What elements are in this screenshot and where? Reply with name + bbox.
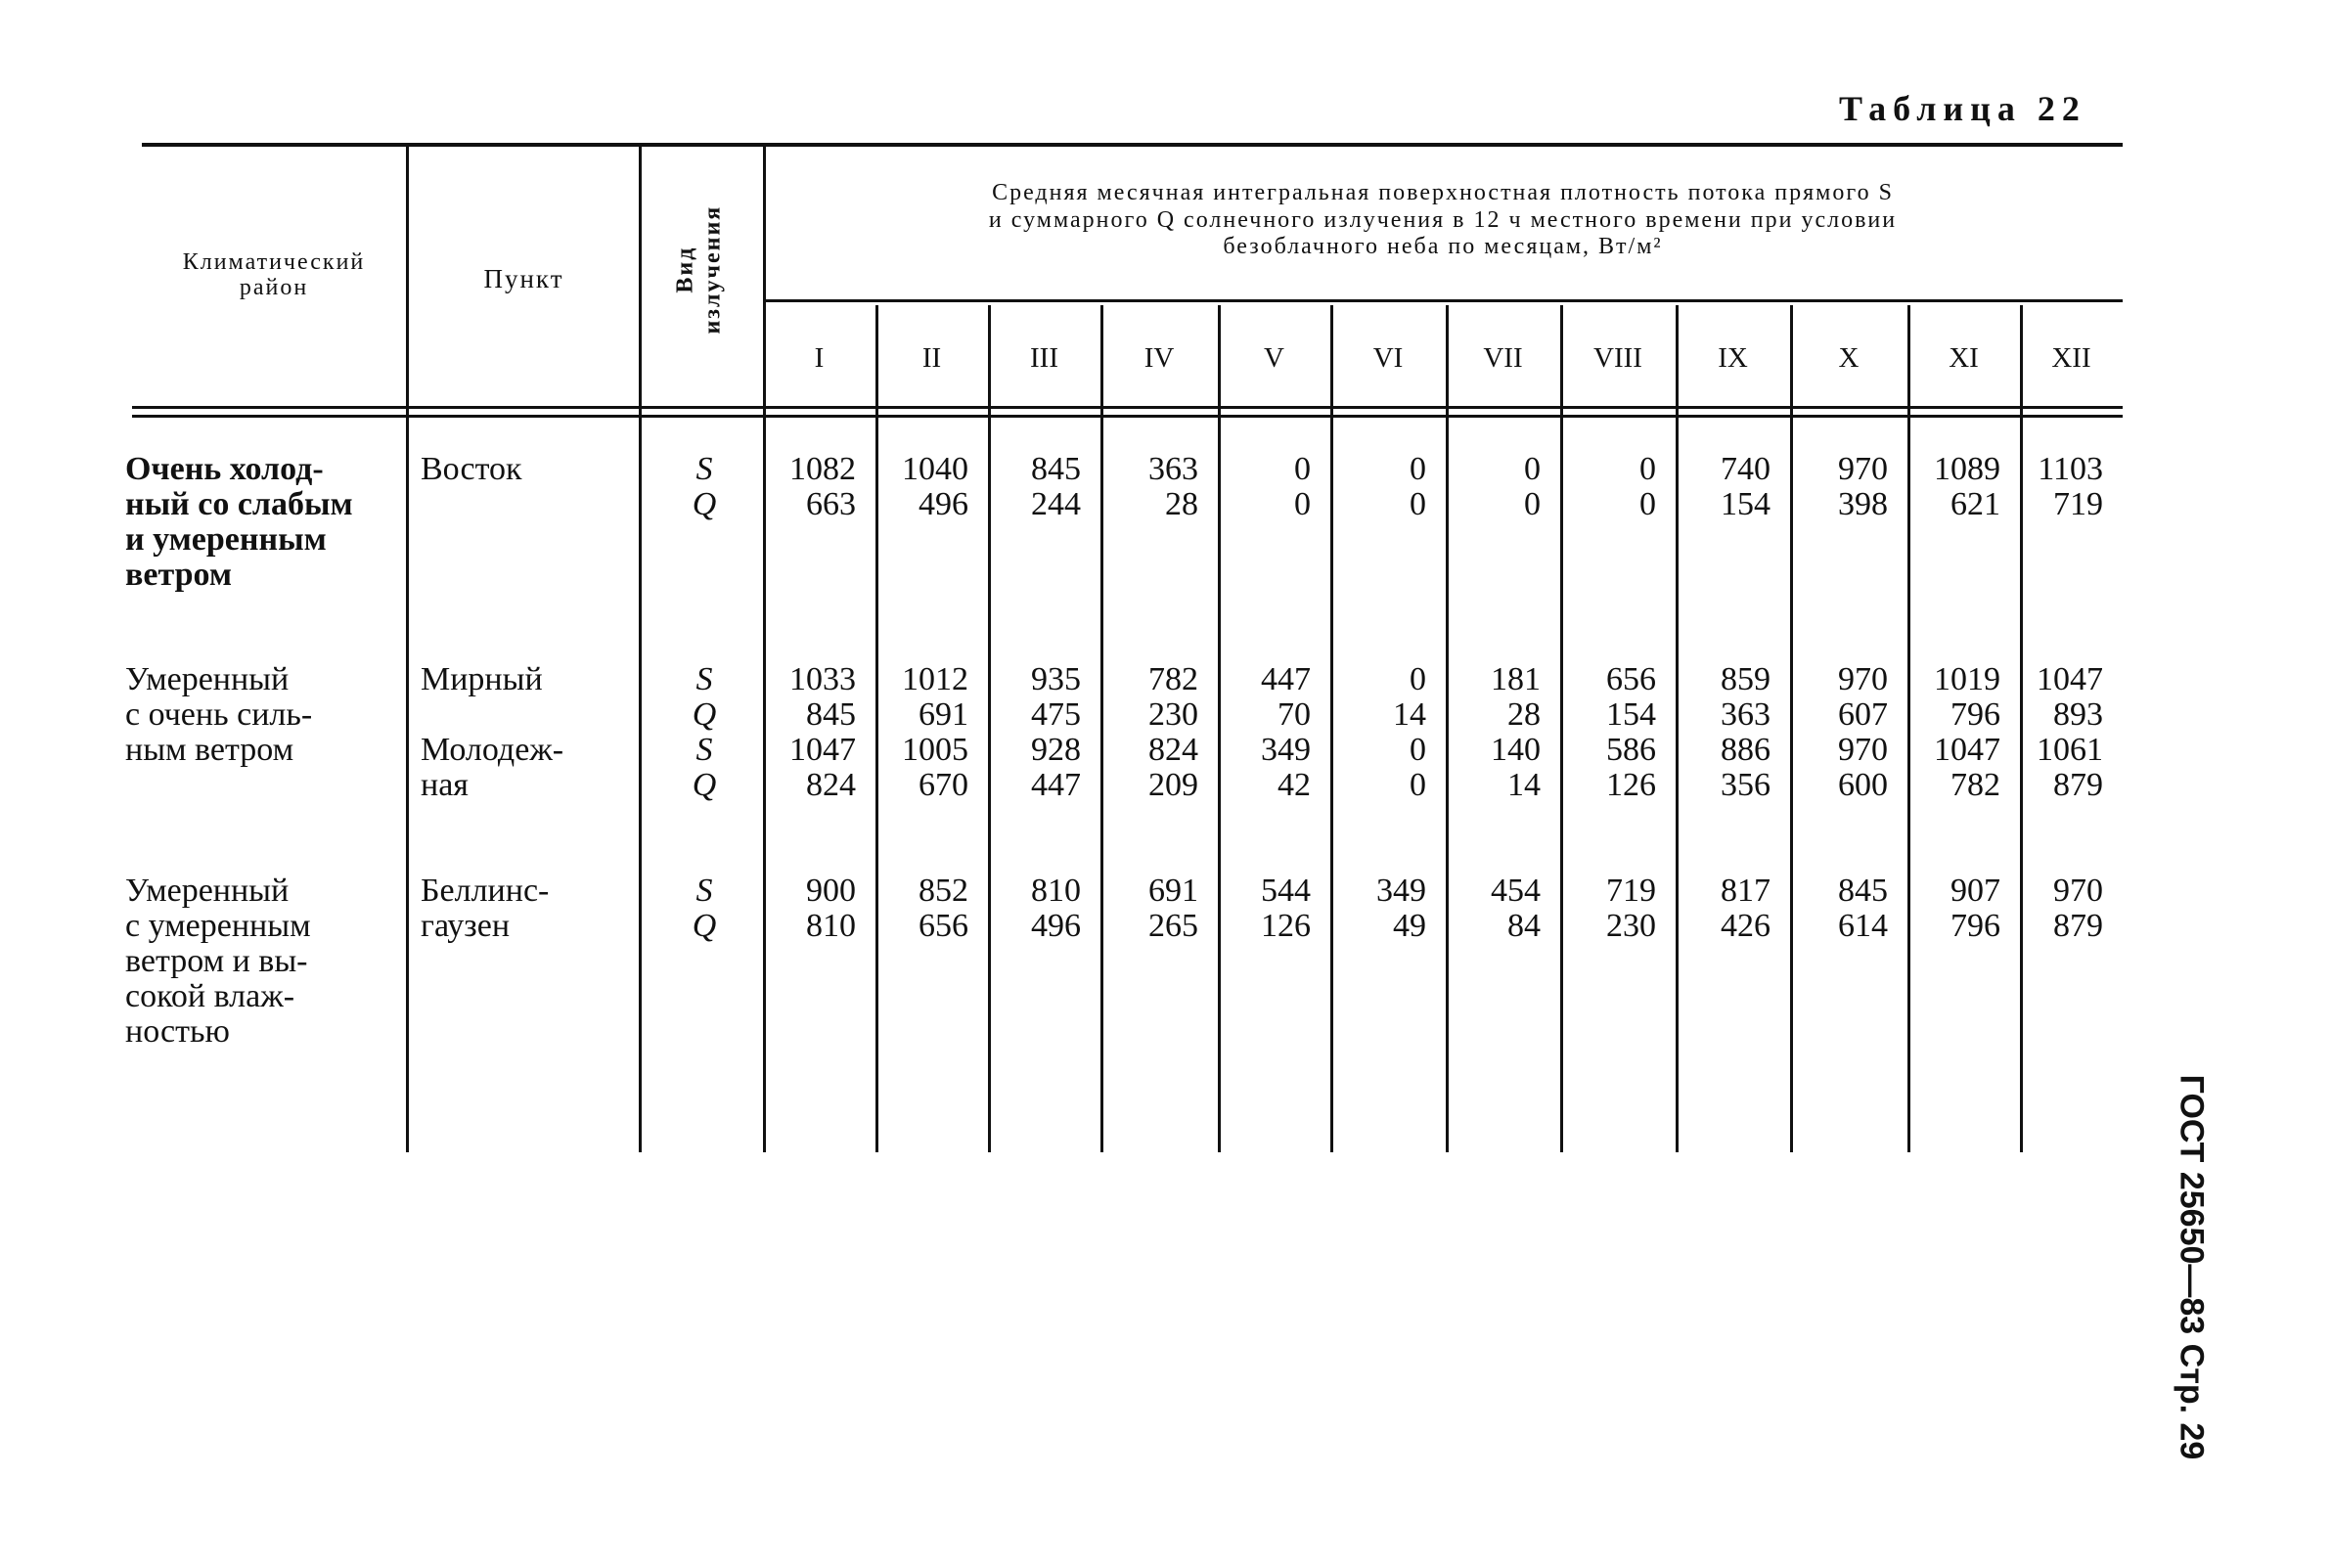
value-cell: 0 (1410, 486, 1426, 522)
value-cell: 154 (1606, 696, 1656, 733)
header-kind-cell (641, 145, 758, 394)
value-cell: 349 (1376, 873, 1426, 909)
value-cell: 154 (1721, 486, 1771, 522)
value-cell: 1047 (2037, 661, 2103, 697)
column-divider (763, 147, 766, 1152)
header-region: Климатический район (182, 249, 366, 301)
value-cell: 817 (1721, 873, 1771, 909)
value-cell: 265 (1148, 908, 1198, 944)
value-cell: 621 (1950, 486, 2000, 522)
header-description (773, 180, 2113, 261)
value-cell: 447 (1031, 767, 1081, 803)
value-cell: 1019 (1934, 661, 2000, 697)
value-cell: 879 (2053, 767, 2103, 803)
value-cell: 209 (1148, 767, 1198, 803)
value-cell: 1082 (789, 451, 856, 487)
value-cell: 845 (806, 696, 856, 733)
value-cell: 14 (1507, 767, 1541, 803)
value-cell: 824 (806, 767, 856, 803)
value-cell: 0 (1410, 451, 1426, 487)
value-cell: 1012 (902, 661, 968, 697)
value-cell: 893 (2053, 696, 2103, 733)
value-cell: 852 (919, 873, 968, 909)
value-cell: 810 (1031, 873, 1081, 909)
radiation-kind-cell: Q (692, 696, 717, 733)
value-cell: 0 (1639, 451, 1656, 487)
value-cell: 670 (919, 767, 968, 803)
value-cell: 126 (1606, 767, 1656, 803)
value-cell: 796 (1950, 908, 2000, 944)
value-cell: 810 (806, 908, 856, 944)
month-header: II (921, 342, 942, 374)
region-cell: Очень холод- ный со слабым и умеренным ветром (125, 451, 353, 593)
value-cell: 879 (2053, 908, 2103, 944)
value-cell: 544 (1261, 873, 1311, 909)
radiation-kind-cell: S (695, 661, 713, 697)
value-cell: 140 (1491, 732, 1541, 768)
value-cell: 1047 (789, 732, 856, 768)
value-cell: 0 (1524, 451, 1541, 487)
value-cell: 0 (1524, 486, 1541, 522)
value-cell: 14 (1393, 696, 1426, 733)
value-cell: 600 (1838, 767, 1888, 803)
value-cell: 49 (1393, 908, 1426, 944)
value-cell: 691 (919, 696, 968, 733)
region-cell: Умеренный с очень силь- ным ветром (125, 661, 313, 768)
station-cell: Мирный (421, 661, 543, 697)
column-divider (406, 147, 409, 1152)
value-cell: 900 (806, 873, 856, 909)
header-double-rule-top (132, 406, 2123, 409)
value-cell: 796 (1950, 696, 2000, 733)
value-cell: 244 (1031, 486, 1081, 522)
radiation-kind-cell: S (695, 451, 713, 487)
month-header: I (814, 342, 825, 374)
value-cell: 496 (1031, 908, 1081, 944)
value-cell: 907 (1950, 873, 2000, 909)
value-cell: 475 (1031, 696, 1081, 733)
month-header: XI (1949, 342, 1979, 374)
value-cell: 0 (1639, 486, 1656, 522)
value-cell: 824 (1148, 732, 1198, 768)
value-cell: 230 (1148, 696, 1198, 733)
station-cell: Восток (421, 451, 522, 487)
month-header: III (1030, 342, 1058, 374)
value-cell: 928 (1031, 732, 1081, 768)
month-header: VI (1372, 342, 1404, 374)
radiation-kind-cell: Q (692, 908, 717, 944)
value-cell: 0 (1410, 732, 1426, 768)
value-cell: 1005 (902, 732, 968, 768)
value-cell: 363 (1148, 451, 1198, 487)
header-kind: Вид излучения (672, 204, 726, 335)
value-cell: 1089 (1934, 451, 2000, 487)
value-cell: 0 (1410, 661, 1426, 697)
value-cell: 454 (1491, 873, 1541, 909)
value-cell: 0 (1410, 767, 1426, 803)
value-cell: 0 (1294, 486, 1311, 522)
value-cell: 1047 (1934, 732, 2000, 768)
radiation-kind-cell: Q (692, 767, 717, 803)
value-cell: 447 (1261, 661, 1311, 697)
table-title: Таблица 22 (1839, 89, 2086, 128)
value-cell: 398 (1838, 486, 1888, 522)
value-cell: 1103 (2038, 451, 2103, 487)
radiation-kind-cell: Q (692, 486, 717, 522)
value-cell: 363 (1721, 696, 1771, 733)
value-cell: 356 (1721, 767, 1771, 803)
value-cell: 1061 (2037, 732, 2103, 768)
value-cell: 691 (1148, 873, 1198, 909)
value-cell: 782 (1148, 661, 1198, 697)
month-header: VIII (1593, 342, 1642, 374)
value-cell: 1040 (902, 451, 968, 487)
value-cell: 935 (1031, 661, 1081, 697)
header-description-line1: Средняя месячная интегральная поверхностная плотность потока прямого S (992, 180, 1894, 205)
month-header: V (1264, 342, 1284, 374)
value-cell: 28 (1507, 696, 1541, 733)
region-cell: Умеренный с умеренным ветром и вы- сокой влаж- ностью (125, 873, 311, 1050)
value-cell: 970 (2053, 873, 2103, 909)
value-cell: 740 (1721, 451, 1771, 487)
month-header: IV (1143, 342, 1175, 374)
value-cell: 426 (1721, 908, 1771, 944)
value-cell: 859 (1721, 661, 1771, 697)
station-cell: Молодеж- ная (421, 732, 564, 803)
value-cell: 496 (919, 486, 968, 522)
value-cell: 719 (2053, 486, 2103, 522)
month-header: X (1838, 342, 1860, 374)
radiation-kind-cell: S (695, 873, 713, 909)
month-header: VII (1483, 342, 1523, 374)
month-header: IX (1718, 342, 1748, 374)
radiation-kind-cell: S (695, 732, 713, 768)
header-description-line2: и суммарного Q солнечного излучения в 12 ч местного времени при условии (988, 206, 1898, 233)
value-cell: 970 (1838, 451, 1888, 487)
value-cell: 845 (1031, 451, 1081, 487)
month-header-rule (763, 299, 2123, 302)
top-rule (142, 143, 2123, 147)
header-description-line3: безоблачного неба по месяцам, Вт/м² (1223, 234, 1663, 260)
value-cell: 230 (1606, 908, 1656, 944)
value-cell: 719 (1606, 873, 1656, 909)
side-label: ГОСТ 25650—83 Стр. 29 (2173, 1074, 2211, 1459)
value-cell: 886 (1721, 732, 1771, 768)
value-cell: 607 (1838, 696, 1888, 733)
value-cell: 1033 (789, 661, 856, 697)
month-header: XII (2051, 342, 2091, 374)
value-cell: 0 (1294, 451, 1311, 487)
value-cell: 663 (806, 486, 856, 522)
value-cell: 70 (1278, 696, 1311, 733)
value-cell: 181 (1491, 661, 1541, 697)
value-cell: 84 (1507, 908, 1541, 944)
value-cell: 970 (1838, 661, 1888, 697)
value-cell: 845 (1838, 873, 1888, 909)
value-cell: 28 (1165, 486, 1198, 522)
header-station: Пункт (483, 264, 564, 293)
header-double-rule-bottom (132, 415, 2123, 418)
value-cell: 656 (919, 908, 968, 944)
value-cell: 126 (1261, 908, 1311, 944)
value-cell: 349 (1261, 732, 1311, 768)
value-cell: 970 (1838, 732, 1888, 768)
value-cell: 614 (1838, 908, 1888, 944)
station-cell: Беллинс- гаузен (421, 873, 550, 944)
side-label-cell (2162, 1061, 2220, 1472)
value-cell: 782 (1950, 767, 2000, 803)
value-cell: 586 (1606, 732, 1656, 768)
value-cell: 656 (1606, 661, 1656, 697)
value-cell: 42 (1278, 767, 1311, 803)
